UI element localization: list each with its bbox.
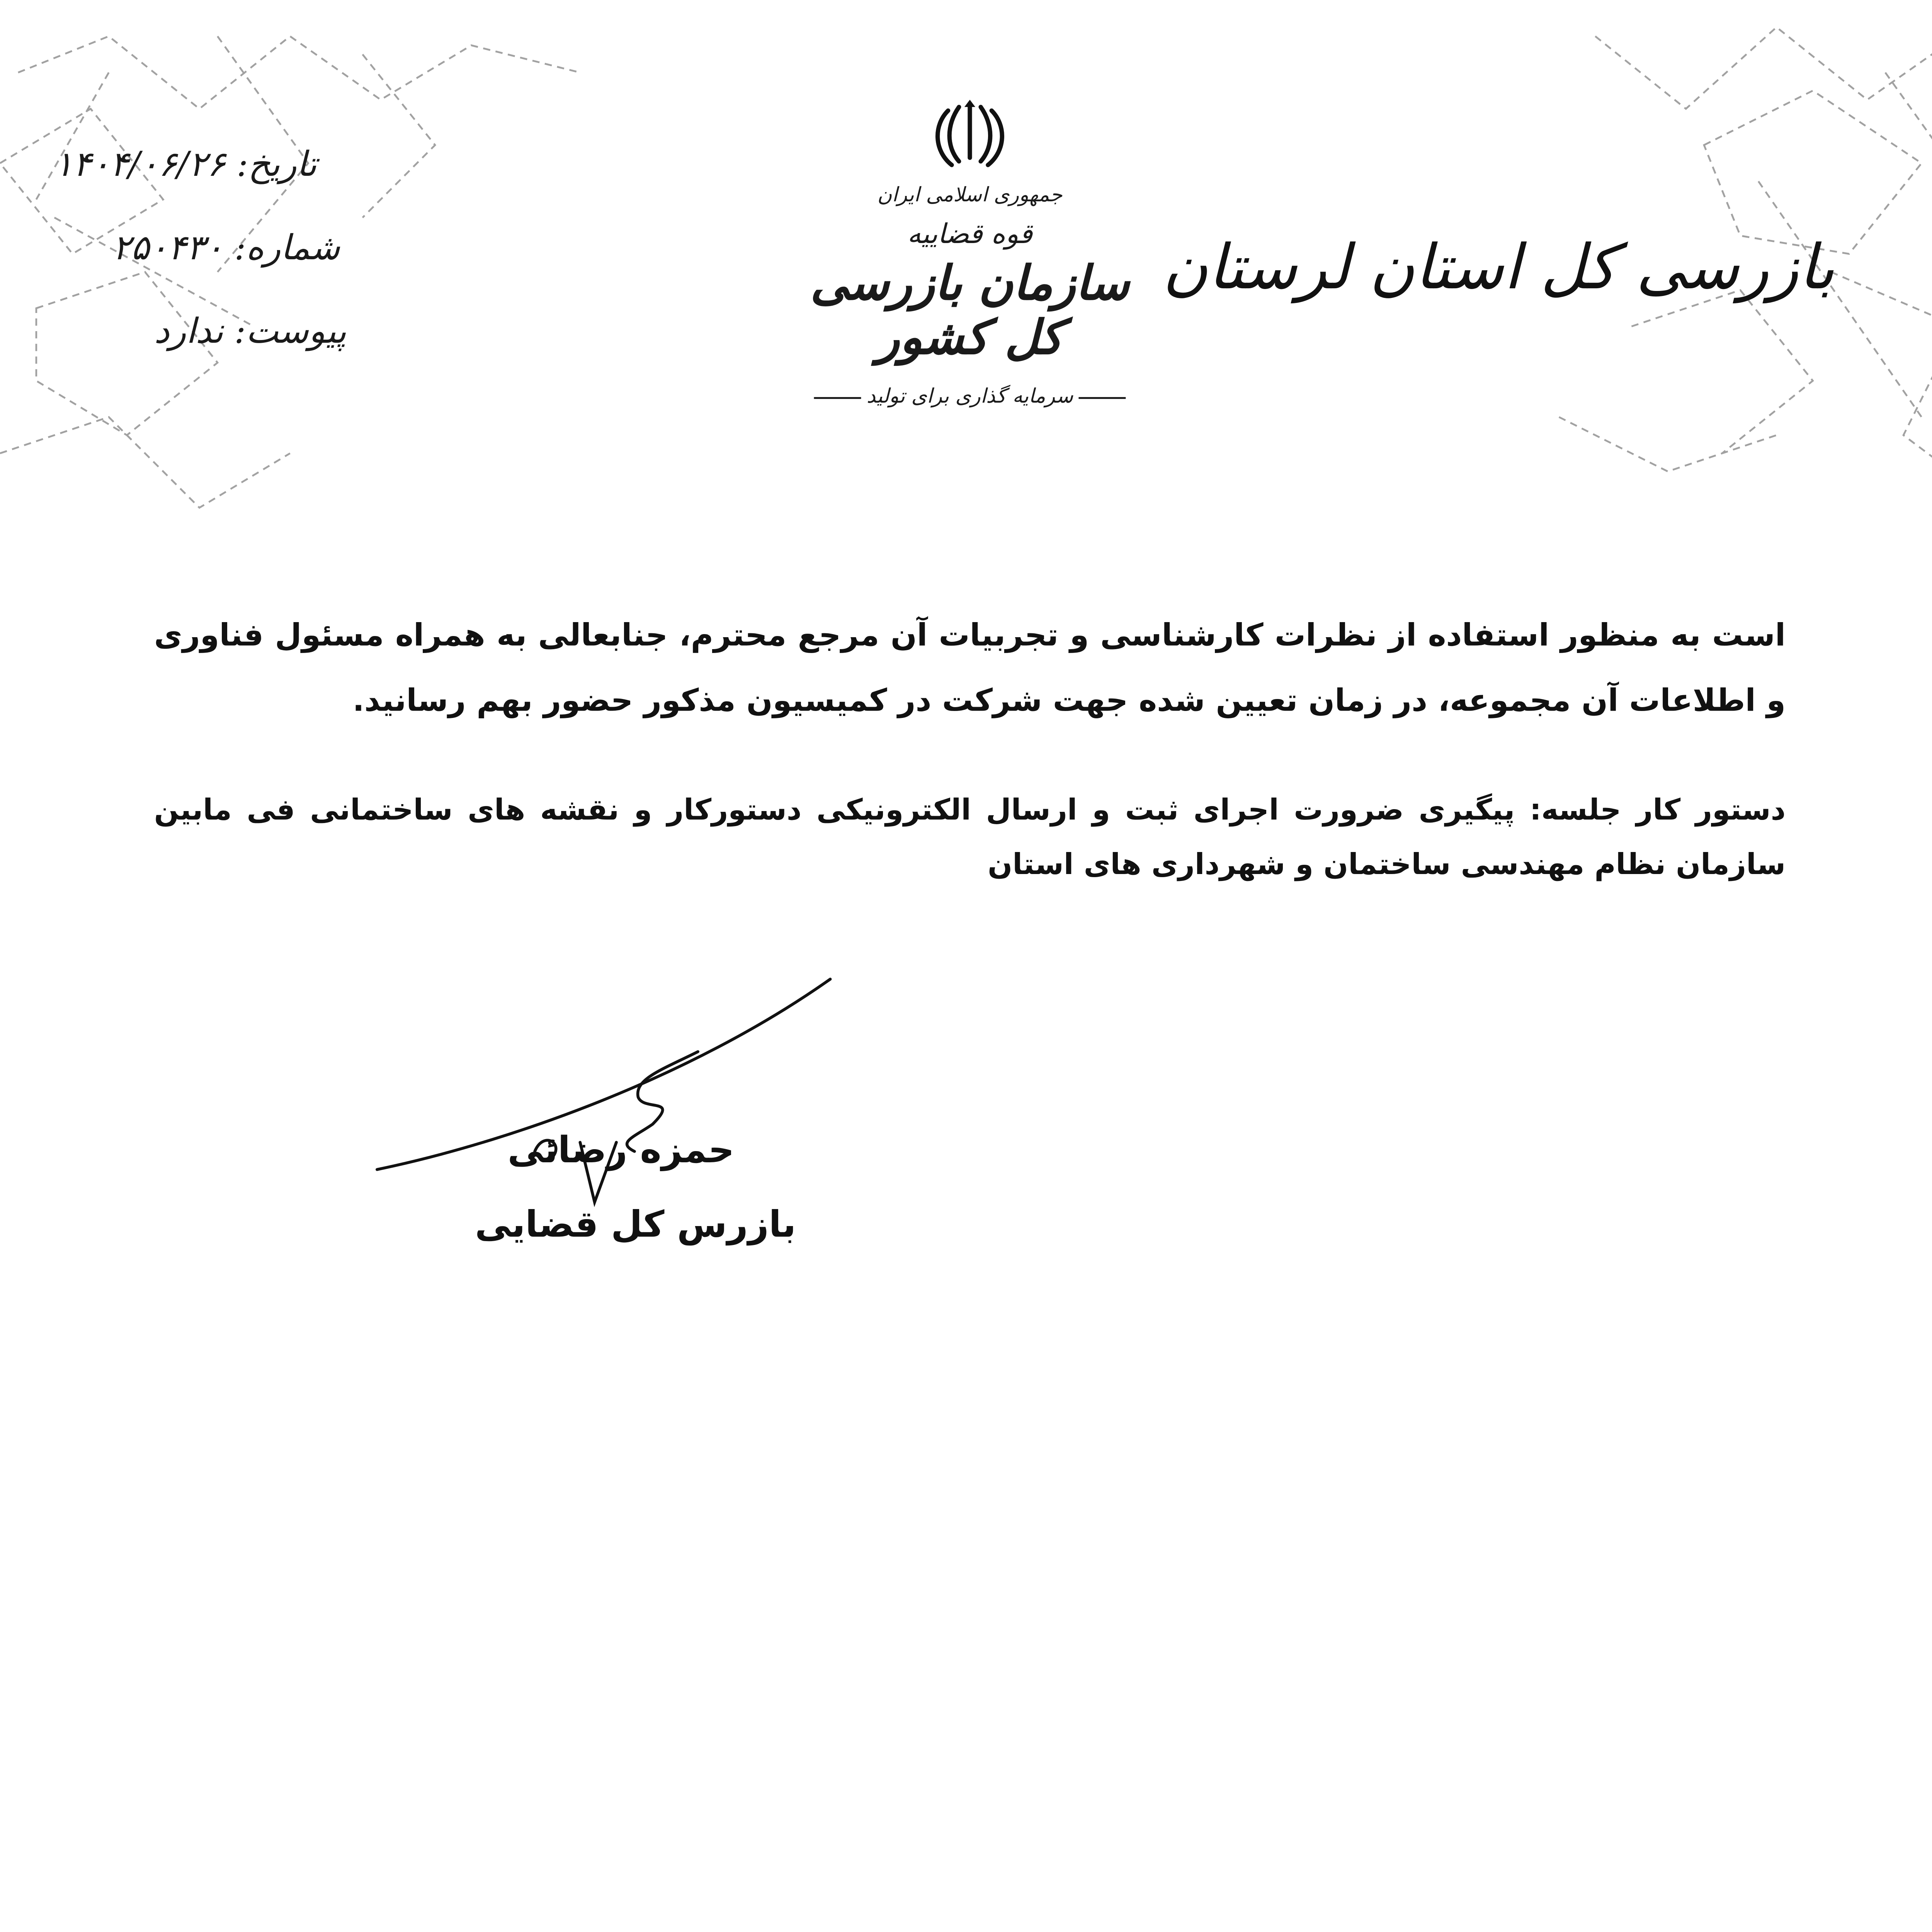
motto-rule-right (813, 396, 860, 398)
number-label: شماره: (234, 228, 340, 269)
signer-name: حمزه رضائی (507, 1128, 735, 1172)
number-row (112, 228, 340, 268)
province-office-title: بازرسی کل استان لرستان (1163, 232, 1835, 305)
body-paragraph: است به منظور استفاده از نظرات کارشناسی و تجربیات آن مرجع محترم، جنابعالی به همراه مسئول فناوری و اطلاعات آن مجموعه، در زمان تعیین شده جهت شرکت در کمیسیون مذکور حضور بهم رسانید. (154, 618, 1786, 720)
attachment-label: پیوست: (234, 312, 347, 352)
organization-title: سازمان بازرسی کل کشور (810, 257, 1129, 366)
handwritten-signature (362, 970, 852, 1224)
corner-pattern-top-left (0, 0, 616, 562)
number-value: ۲۵۰۴۳۰ (112, 228, 224, 269)
republic-text: جمهوری اسلامی ایران (877, 183, 1063, 207)
date-row (54, 145, 317, 185)
letterhead-center (798, 100, 1142, 408)
agenda-paragraph: دستور کار جلسه: پیگیری ضرورت اجرای ثبت و ارسال الکترونیکی دستورکار و نقشه های ساختمانی فی مابین سازمان نظام مهندسی ساختمان و شهرداری های استان (154, 792, 1786, 881)
attachment-row (154, 312, 347, 352)
iran-emblem-icon (930, 100, 1010, 172)
signer-title: بازرس کل قضایی (475, 1202, 796, 1246)
attachment-value: ندارد (154, 312, 223, 352)
motto-text (798, 384, 1142, 408)
date-label: تاریخ: (236, 145, 317, 185)
date-value: ۱۴۰۴/۰۶/۲۶ (54, 145, 226, 185)
motto-rule-left (1080, 396, 1127, 398)
motto-label: سرمایه گذاری برای تولید (866, 384, 1073, 408)
judiciary-text: قوه قضاییه (907, 218, 1032, 250)
